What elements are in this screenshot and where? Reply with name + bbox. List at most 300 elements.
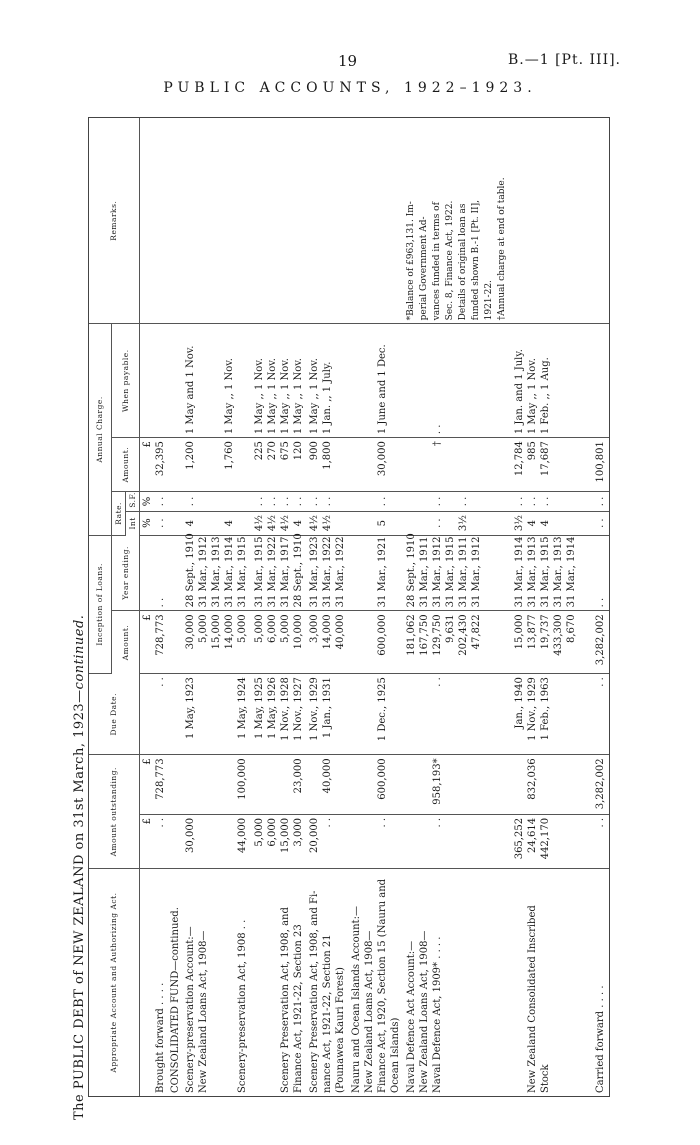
public-debt-table [88, 117, 610, 1097]
cell-yr [307, 535, 349, 611]
cell-act [404, 869, 512, 1096]
cell-line: New Zealand Loans Act, 1908— [363, 930, 375, 1093]
cell-rem [512, 118, 580, 324]
cell-line [581, 677, 594, 751]
cell-line: 120 [292, 441, 304, 461]
cell-line: † [431, 441, 443, 447]
cell-line: . . [457, 496, 469, 507]
cell-line: 225 [253, 441, 265, 461]
cell-line: 40,000 [321, 758, 333, 794]
cell-line: 1 May ,, 1 Nov. [253, 358, 265, 435]
cell-line: 1,200 [185, 441, 197, 470]
cell-line [169, 539, 182, 608]
cell-line: 31 Mar., 1912 [431, 536, 443, 608]
cell-yr [183, 535, 251, 611]
cell-due [580, 674, 609, 755]
cell-line: . . [513, 496, 525, 507]
cell-line: 1 Nov., 1928 [279, 677, 291, 741]
table-title-continued: continued. [72, 614, 87, 690]
cell-line: 129,750 [431, 614, 443, 656]
cell-line: . . [154, 597, 166, 608]
cell-line: . . [539, 496, 551, 507]
cell-when [139, 324, 168, 438]
cell-line: . . [431, 677, 443, 687]
cell-line: 31 Mar., 1914 [224, 536, 236, 608]
cell-line [363, 327, 376, 434]
cell-line [210, 441, 223, 488]
cell-line [236, 495, 249, 507]
cell-ann [307, 438, 349, 492]
cell-ann [168, 438, 183, 492]
cell-sf [512, 492, 580, 511]
cell-line: 985 [526, 441, 538, 461]
cell-line: 1 Feb., 1963 [539, 677, 551, 741]
cell-line [223, 872, 236, 1093]
cell-amt [168, 611, 183, 674]
cell-line: 4 [224, 519, 236, 527]
cell-out1 [580, 814, 609, 868]
page-header: PUBLIC ACCOUNTS, 1922–1923. [163, 80, 537, 96]
cell-line: 31 Mar., 1915 [444, 536, 456, 608]
cell-amt [252, 611, 307, 674]
cell-line [581, 515, 594, 532]
cell-line [223, 677, 236, 751]
cell-rem [580, 118, 609, 324]
table-row [404, 118, 512, 1096]
cell-amt [183, 611, 251, 674]
cell-line [444, 441, 457, 488]
cell-ann [252, 438, 307, 492]
cell-line: New Zealand Loans Act, 1908— [418, 930, 430, 1093]
cell-int [139, 511, 168, 535]
cell-due [512, 674, 580, 755]
cell-line: 5 [376, 519, 388, 527]
cell-out1 [183, 814, 251, 868]
cell-line [350, 614, 363, 670]
cell-line [169, 515, 182, 532]
cell-line [210, 495, 223, 507]
cell-line [444, 495, 457, 507]
cell-sf [349, 492, 404, 511]
cell-line: 433,300 [552, 614, 564, 656]
cell-out1 [349, 814, 404, 868]
cell-line: 3,282,002 [595, 758, 607, 810]
cell-line [197, 818, 210, 865]
cell-line [154, 327, 167, 434]
cell-when [580, 324, 609, 438]
cell-line: 19,737 [539, 614, 551, 650]
cell-line: 5,000 [279, 614, 291, 643]
cell-line: 31 Mar., 1922 [334, 536, 346, 608]
cell-line [169, 758, 182, 811]
cell-line: 365,252 [513, 817, 525, 860]
cell-line [457, 327, 470, 434]
cell-line: . . [154, 817, 166, 828]
cell-line: *Balance of £963,131. Im- [405, 201, 416, 321]
cell-line: 3½ [513, 515, 525, 532]
cell-line [594, 327, 607, 434]
cell-line: 12,784 [513, 441, 525, 477]
cell-line: 31 Mar., 1917 [279, 536, 291, 608]
cell-sf [183, 492, 251, 511]
cell-line: 31 Mar., 1915 [253, 536, 265, 608]
table-row [183, 118, 251, 1096]
cell-out2 [349, 755, 404, 815]
cell-rem [252, 118, 307, 324]
cell-line: 15,000 [211, 614, 223, 650]
cell-sf [580, 492, 609, 511]
cell-line [223, 818, 236, 865]
cell-line [253, 872, 266, 1093]
cell-line: 5,000 [198, 614, 210, 643]
cell-line [581, 539, 594, 608]
cell-line [418, 327, 431, 434]
cell-line: Scenery-preservation Act, 1908 . . [237, 919, 249, 1093]
cell-line: . . [431, 518, 443, 528]
cell-yr [139, 535, 168, 611]
cell-line: . . [595, 677, 607, 687]
cell-line: 4 [539, 519, 551, 527]
cell-line [350, 758, 363, 811]
cell-line [470, 441, 483, 488]
cell-line: 100,801 [595, 441, 607, 483]
cell-line: . . [431, 817, 443, 828]
cell-sf [307, 492, 349, 511]
cell-line [169, 441, 182, 488]
cell-line [223, 758, 236, 811]
cell-line: 31 Mar., 1913 [552, 536, 564, 608]
cell-amt [307, 611, 349, 674]
cell-line [223, 495, 236, 507]
cell-line [197, 441, 210, 488]
cell-line: 1 Jan., 1931 [321, 677, 333, 739]
cell-line [405, 818, 418, 865]
cell-line: Scenery Preservation Act, 1908, and [279, 907, 291, 1093]
cell-line [363, 515, 376, 532]
cell-sf [404, 492, 512, 511]
cell-sf [139, 492, 168, 511]
cell-line [350, 441, 363, 488]
cell-line [210, 818, 223, 865]
cell-line [363, 758, 376, 811]
cell-out2 [404, 755, 512, 815]
cell-line: . . [595, 496, 607, 507]
cell-due [349, 674, 404, 755]
cell-line: 28 Sept., 1910 [405, 533, 417, 608]
cell-line: 10,000 [292, 614, 304, 650]
cell-line: 31 Mar., 1911 [457, 536, 469, 608]
cell-line [350, 818, 363, 865]
cell-line: 600,000 [376, 614, 388, 656]
cell-line: 1 Dec., 1925 [376, 677, 388, 742]
cell-act [307, 869, 349, 1096]
cell-line: 30,000 [185, 817, 197, 853]
cell-line: . . [595, 597, 607, 608]
cell-line: 1 May ,, 1 Nov. [526, 358, 538, 435]
cell-out2 [168, 755, 183, 815]
cell-due [252, 674, 307, 755]
cell-int [183, 511, 251, 535]
cell-line [513, 758, 526, 811]
cell-when [252, 324, 307, 438]
cell-line [418, 818, 431, 865]
cell-act [512, 869, 580, 1096]
cell-line: Scenery Preservation Act, 1908, and Fi- [308, 890, 320, 1093]
cell-line: Scenery-preservation Account:— [185, 926, 197, 1093]
cell-line: New Zealand Loans Act, 1908— [198, 930, 210, 1093]
cell-line: 4½ [321, 515, 333, 532]
cell-line [350, 539, 363, 608]
cell-line: 31 Mar., 1912 [198, 536, 210, 608]
cell-act [252, 869, 307, 1096]
cell-rem [183, 118, 251, 324]
cell-line: 1 May, 1925 [253, 677, 265, 740]
cell-rem [404, 118, 512, 324]
table-row [252, 118, 307, 1096]
cell-line: 15,000 [279, 817, 291, 853]
cell-line [210, 327, 223, 434]
table-row [580, 118, 609, 1096]
cell-line: 1 May and 1 Nov. [185, 345, 197, 435]
cell-line [236, 515, 249, 532]
cell-line: . . [154, 496, 166, 507]
cell-line: 6,000 [266, 817, 278, 847]
col-sf: S.F. [125, 492, 139, 511]
cell-line [363, 818, 376, 865]
cell-line: 28 Sept., 1910 [292, 533, 304, 608]
cell-line [363, 539, 376, 608]
cell-line [405, 441, 418, 488]
cell-line [279, 758, 292, 811]
table-row [139, 118, 168, 1096]
cell-line: . . [266, 496, 278, 507]
cell-line [405, 495, 418, 507]
cell-line [141, 327, 154, 434]
cell-line [457, 441, 470, 488]
cell-out2 [183, 755, 251, 815]
cell-out2 [307, 755, 349, 815]
col-remarks: Remarks. [89, 118, 139, 324]
cell-line: . . [526, 496, 538, 507]
cell-line: Brought forward . . . . [154, 982, 166, 1093]
cell-line [581, 758, 594, 811]
cell-line [581, 327, 594, 434]
cell-ann [349, 438, 404, 492]
cell-line [405, 515, 418, 532]
cell-line: 4½ [266, 515, 278, 532]
cell-line: 47,822 [470, 614, 482, 650]
cell-line: 31 Mar., 1914 [565, 536, 577, 608]
cell-line: 14,000 [224, 614, 236, 650]
cell-line: . . [154, 518, 166, 528]
cell-line: 1 May ,, 1 Nov. [266, 358, 278, 435]
cell-sf [252, 492, 307, 511]
cell-line: Finance Act, 1920, Section 15 (Nauru and [376, 878, 388, 1093]
cell-line [581, 495, 594, 507]
cell-line: 31 Mar., 1915 [237, 536, 249, 608]
cell-line [405, 758, 418, 811]
cell-line: 8,670 [565, 614, 577, 643]
cell-line [169, 614, 182, 670]
cell-out2 [252, 755, 307, 815]
cell-line: 15,000 [513, 614, 525, 650]
cell-line: . . [292, 496, 304, 507]
cell-line: 675 [279, 441, 291, 461]
cell-line [266, 872, 279, 1093]
cell-line: 23,000 [292, 758, 304, 794]
cell-line: % [141, 518, 153, 528]
cell-line: Details of original loan as [457, 203, 468, 321]
cell-line [210, 872, 223, 1093]
cell-line: Naval Defence Act, 1909* . . . . [431, 936, 443, 1093]
cell-line: 4½ [279, 515, 291, 532]
cell-amt [349, 611, 404, 674]
cell-line: . . [376, 817, 388, 828]
cell-line [197, 495, 210, 507]
cell-line: Nauru and Ocean Islands Account:— [350, 906, 362, 1093]
cell-line: . . [376, 496, 388, 507]
cell-line [210, 677, 223, 751]
cell-line: 44,000 [237, 817, 249, 853]
cell-int [168, 511, 183, 535]
cell-act [349, 869, 404, 1096]
cell-line [444, 327, 457, 434]
cell-line: 4½ [253, 515, 265, 532]
cell-line [363, 677, 376, 751]
cell-line: 31 Mar., 1922 [266, 536, 278, 608]
cell-line: 4 [185, 519, 197, 527]
cell-line: £ [141, 758, 153, 765]
cell-yr [349, 535, 404, 611]
cell-line: 1 May, 1926 [266, 677, 278, 740]
cell-out1 [252, 814, 307, 868]
document-reference: B.—1 [Pt. III]. [508, 52, 622, 68]
cell-line: 181,062 [405, 614, 417, 656]
cell-line [470, 327, 483, 434]
cell-line: 31 Mar., 1911 [418, 536, 430, 608]
cell-line: Naval Defence Act Account:— [405, 940, 417, 1093]
cell-line: 28 Sept., 1910 [185, 533, 197, 608]
cell-int [580, 511, 609, 535]
cell-line [418, 758, 431, 811]
cell-line: 6,000 [266, 614, 278, 643]
cell-line: Finance Act, 1921-22, Section 23 [292, 924, 304, 1093]
cell-line: . . [431, 424, 443, 435]
cell-ann [139, 438, 168, 492]
cell-line: . . [185, 496, 197, 507]
cell-line: 442,170 [539, 817, 551, 860]
cell-line: 3½ [457, 515, 469, 532]
cell-line [470, 495, 483, 507]
cell-line: . . [154, 677, 166, 687]
cell-line [418, 495, 431, 507]
cell-due [183, 674, 251, 755]
cell-amt [139, 611, 168, 674]
cell-ann [580, 438, 609, 492]
cell-line [363, 495, 376, 507]
cell-line: % [141, 496, 153, 507]
cell-line [210, 515, 223, 532]
cell-line: 728,773 [154, 758, 166, 800]
cell-act [168, 869, 183, 1096]
cell-line: 13,877 [526, 614, 538, 650]
cell-line: 1 June and 1 Dec. [376, 344, 388, 435]
cell-line: 31 Mar., 1915 [539, 536, 551, 608]
cell-line: 600,000 [376, 758, 388, 800]
cell-when [307, 324, 349, 438]
cell-line: . . [321, 817, 333, 828]
cell-out1 [168, 814, 183, 868]
cell-line: . . [595, 817, 607, 828]
cell-int [512, 511, 580, 535]
cell-line: £ [141, 614, 153, 621]
col-ann-amount: Amount. [111, 438, 139, 492]
cell-line: 24,614 [526, 817, 538, 853]
cell-line [253, 758, 266, 811]
cell-line: 1 Jan. and 1 July. [513, 349, 525, 435]
cell-line: 1,760 [224, 441, 236, 470]
cell-line [266, 758, 279, 811]
cell-rem [139, 118, 168, 324]
cell-line [184, 758, 197, 811]
cell-line: 1 May ,, 1 Nov. [224, 358, 236, 435]
cell-line: 728,773 [154, 614, 166, 656]
cell-line: 1 Nov., 1929 [526, 677, 538, 741]
col-due: Due Date. [89, 674, 139, 755]
table-title [72, 140, 87, 1120]
cell-line [236, 441, 249, 488]
cell-yr [512, 535, 580, 611]
cell-line: . . [253, 496, 265, 507]
cell-line: 5,000 [237, 614, 249, 643]
cell-line [141, 872, 154, 1093]
cell-line [197, 327, 210, 434]
cell-line [350, 327, 363, 434]
cell-line: †Annual charge at end of table. [496, 177, 507, 321]
cell-out1 [404, 814, 512, 868]
cell-int [307, 511, 349, 535]
cell-line: 31 Mar., 1923 [308, 536, 320, 608]
cell-line [169, 495, 182, 507]
cell-line: 1921-22. [483, 280, 494, 321]
cell-line: 17,687 [539, 441, 551, 477]
cell-out1 [307, 814, 349, 868]
col-rate: Rate. [111, 492, 125, 535]
cell-act [183, 869, 251, 1096]
cell-line: 202,430 [457, 614, 469, 656]
cell-line: 4 [292, 519, 304, 527]
cell-line: Stock [539, 1064, 551, 1093]
cell-line [405, 327, 418, 434]
cell-line [470, 515, 483, 532]
cell-yr [404, 535, 512, 611]
cell-line [539, 758, 552, 811]
cell-line: 1 May ,, 1 Nov. [308, 358, 320, 435]
cell-line: 31 Mar., 1913 [526, 536, 538, 608]
table-row [512, 118, 580, 1096]
cell-line: £ [141, 441, 153, 448]
col-inc-year: Year ending. [111, 535, 139, 611]
cell-line: vances funded in terms of [431, 202, 442, 321]
cell-line: 1 Jan. ,, 1 July. [321, 361, 333, 435]
cell-out1 [139, 814, 168, 868]
cell-line: 1 Nov., 1927 [292, 677, 304, 741]
cell-act [580, 869, 609, 1096]
cell-line: Jan., 1940 [513, 677, 525, 729]
cell-line [197, 758, 210, 811]
cell-ann [404, 438, 512, 492]
cell-line [418, 441, 431, 488]
